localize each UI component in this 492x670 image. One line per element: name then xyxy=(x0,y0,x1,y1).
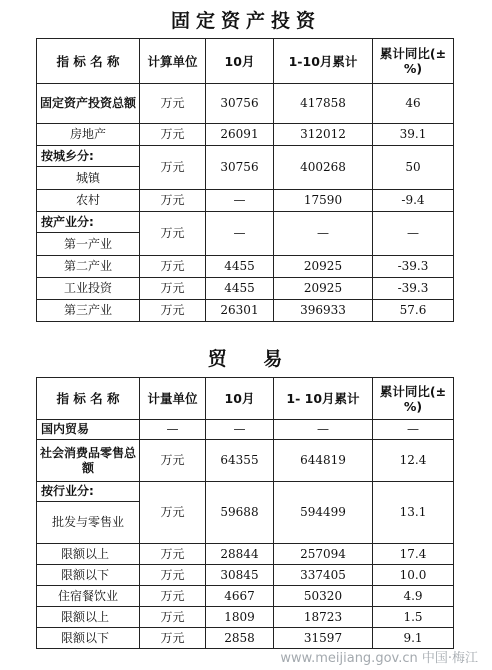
row-yoy: -39.3 xyxy=(373,256,454,278)
row-month: 64355 xyxy=(206,440,274,482)
row-yoy: -9.4 xyxy=(373,190,454,212)
row-cumulative: 18723 xyxy=(274,607,373,628)
row-cumulative: 644819 xyxy=(274,440,373,482)
row-yoy: 4.9 xyxy=(373,586,454,607)
table-row xyxy=(37,212,454,233)
trade-title: 贸 易 xyxy=(207,348,285,370)
group-label-sector: 按行业分: xyxy=(37,482,140,502)
row-month: 4455 xyxy=(206,278,274,300)
row-label: 第三产业 xyxy=(37,300,140,322)
row-unit: 万元 xyxy=(140,256,206,278)
row-label: 城镇 xyxy=(37,167,140,190)
row-label: 限额以上 xyxy=(37,607,140,628)
row-label: 限额以下 xyxy=(37,628,140,649)
group-label-area: 按城乡分: xyxy=(37,146,140,167)
row-yoy: — xyxy=(373,420,454,440)
table-row xyxy=(37,628,454,649)
header-row xyxy=(37,378,454,420)
row-month: 26091 xyxy=(206,124,274,146)
row-unit: 万元 xyxy=(140,146,206,190)
row-unit: 万元 xyxy=(140,544,206,565)
row-label: 社会消费品零售总额 xyxy=(37,440,140,482)
row-yoy: 13.1 xyxy=(373,482,454,544)
row-month: 26301 xyxy=(206,300,274,322)
row-cumulative: 396933 xyxy=(274,300,373,322)
table-row xyxy=(37,84,454,124)
row-cumulative: 20925 xyxy=(274,256,373,278)
row-cumulative: 17590 xyxy=(274,190,373,212)
row-label: 住宿餐饮业 xyxy=(37,586,140,607)
table-row xyxy=(37,544,454,565)
row-cumulative: — xyxy=(274,212,373,256)
row-label: 限额以上 xyxy=(37,544,140,565)
row-month: 59688 xyxy=(206,482,274,544)
table-row xyxy=(37,482,454,502)
row-cumulative: 337405 xyxy=(274,565,373,586)
trade-table xyxy=(36,377,454,649)
row-yoy: 10.0 xyxy=(373,565,454,586)
table-row xyxy=(37,586,454,607)
row-label: 限额以下 xyxy=(37,565,140,586)
investment-title: 固定资产投资 xyxy=(170,10,321,32)
row-unit: 万元 xyxy=(140,84,206,124)
col-header-unit: 计量单位 xyxy=(140,378,206,420)
col-header-cumulative: 1-10月累计 xyxy=(274,39,373,84)
row-label: 工业投资 xyxy=(37,278,140,300)
row-cumulative: 312012 xyxy=(274,124,373,146)
row-month: — xyxy=(206,420,274,440)
table-row xyxy=(37,300,454,322)
row-label: 第一产业 xyxy=(37,233,140,256)
table-row xyxy=(37,278,454,300)
table-row xyxy=(37,440,454,482)
row-month: 30845 xyxy=(206,565,274,586)
col-header-unit: 计算单位 xyxy=(140,39,206,84)
row-month: 4667 xyxy=(206,586,274,607)
table-row xyxy=(37,146,454,167)
row-cumulative: 50320 xyxy=(274,586,373,607)
row-cumulative: 257094 xyxy=(274,544,373,565)
row-month: 30756 xyxy=(206,146,274,190)
row-unit: 万元 xyxy=(140,278,206,300)
row-unit: 万元 xyxy=(140,124,206,146)
row-yoy: 9.1 xyxy=(373,628,454,649)
row-yoy: 1.5 xyxy=(373,607,454,628)
row-yoy: — xyxy=(373,212,454,256)
row-unit: 万元 xyxy=(140,586,206,607)
row-unit: 万元 xyxy=(140,628,206,649)
row-label: 固定资产投资总额 xyxy=(37,84,140,124)
table-row xyxy=(37,565,454,586)
row-yoy: -39.3 xyxy=(373,278,454,300)
table-row xyxy=(37,190,454,212)
row-month: 1809 xyxy=(206,607,274,628)
investment-table xyxy=(36,38,454,322)
table-row xyxy=(37,124,454,146)
row-unit: 万元 xyxy=(140,565,206,586)
col-header-month: 10月 xyxy=(206,378,274,420)
row-month: — xyxy=(206,212,274,256)
row-yoy: 17.4 xyxy=(373,544,454,565)
row-yoy: 39.1 xyxy=(373,124,454,146)
row-month: 30756 xyxy=(206,84,274,124)
col-header-indicator: 指 标 名 称 xyxy=(37,378,140,420)
group-label-industry: 按产业分: xyxy=(37,212,140,233)
row-month: 28844 xyxy=(206,544,274,565)
row-unit: 万元 xyxy=(140,607,206,628)
table-row xyxy=(37,256,454,278)
row-unit: 万元 xyxy=(140,440,206,482)
row-label: 国内贸易 xyxy=(37,420,140,440)
row-unit: 万元 xyxy=(140,300,206,322)
row-cumulative: 20925 xyxy=(274,278,373,300)
row-label: 批发与零售业 xyxy=(37,502,140,544)
table-row xyxy=(37,607,454,628)
row-yoy: 46 xyxy=(373,84,454,124)
row-cumulative: 400268 xyxy=(274,146,373,190)
row-cumulative: 31597 xyxy=(274,628,373,649)
col-header-yoy: 累计同比(±%) xyxy=(373,378,454,420)
row-cumulative: — xyxy=(274,420,373,440)
row-cumulative: 594499 xyxy=(274,482,373,544)
row-unit: 万元 xyxy=(140,190,206,212)
col-header-month: 10月 xyxy=(206,39,274,84)
col-header-cumulative: 1- 10月累计 xyxy=(274,378,373,420)
row-cumulative: 417858 xyxy=(274,84,373,124)
row-yoy: 50 xyxy=(373,146,454,190)
col-header-yoy: 累计同比(±%) xyxy=(373,39,454,84)
row-month: — xyxy=(206,190,274,212)
row-yoy: 57.6 xyxy=(373,300,454,322)
row-label: 房地产 xyxy=(37,124,140,146)
row-unit: 万元 xyxy=(140,212,206,256)
row-label: 农村 xyxy=(37,190,140,212)
row-unit: 万元 xyxy=(140,482,206,544)
watermark: www.meijiang.gov.cn 中国·梅江 xyxy=(280,651,478,666)
table-row xyxy=(37,420,454,440)
header-row xyxy=(37,39,454,84)
row-unit: — xyxy=(140,420,206,440)
row-yoy: 12.4 xyxy=(373,440,454,482)
col-header-indicator: 指 标 名 称 xyxy=(37,39,140,84)
row-label: 第二产业 xyxy=(37,256,140,278)
row-month: 2858 xyxy=(206,628,274,649)
row-month: 4455 xyxy=(206,256,274,278)
